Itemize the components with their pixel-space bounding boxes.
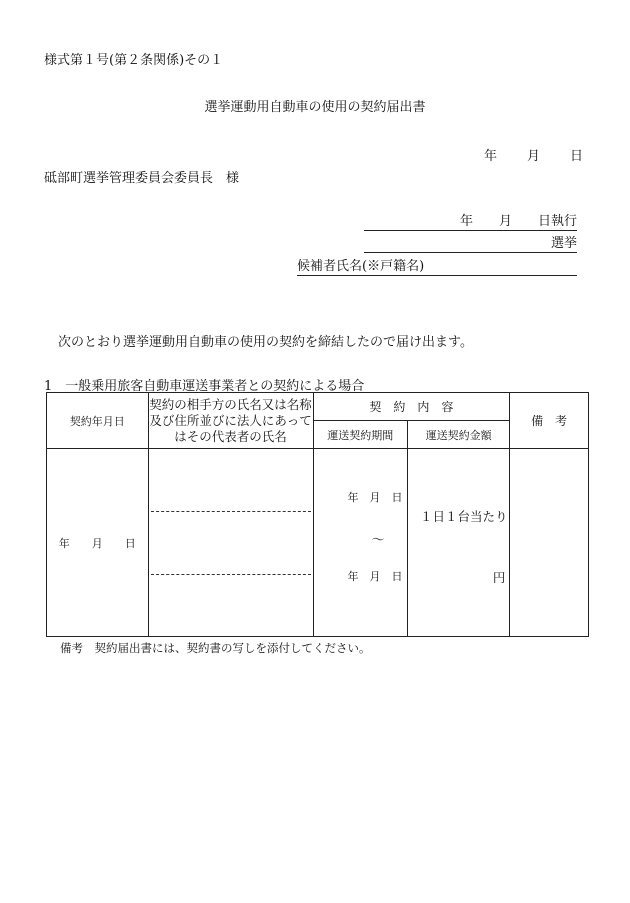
header-contents: 契 約 内 容 <box>313 393 510 421</box>
election-name-field <box>364 234 577 253</box>
addressee: 砥部町選挙管理委員会委員長 様 <box>44 171 240 186</box>
period-cell[interactable] <box>313 449 407 637</box>
party-divider-2 <box>151 574 311 575</box>
submission-year: 年 <box>484 149 498 164</box>
remark: 備考 契約届出書には、契約書の写しを添付してください。 <box>60 641 371 655</box>
election-date-label: 年 月 日執行 <box>459 214 577 229</box>
document-title: 選挙運動用自動車の使用の契約届出書 <box>204 100 426 115</box>
period-from: 年 月 日 <box>347 491 403 504</box>
candidate-name-label: 候補者氏名(※戸籍名) <box>297 259 425 274</box>
note-cell[interactable] <box>510 449 589 637</box>
election-name-label: 選挙 <box>550 236 577 251</box>
party-cell[interactable] <box>148 449 313 637</box>
candidate-name-field <box>297 257 577 276</box>
contract-table <box>46 392 589 637</box>
submission-month: 月 <box>527 149 541 164</box>
header-period: 運送契約期間 <box>313 421 407 449</box>
header-amount: 運送契約金額 <box>407 421 509 449</box>
section-heading: 1 一般乗用旅客自動車運送事業者との契約による場合 <box>44 379 365 394</box>
amount-unit: 円 <box>492 570 506 585</box>
period-to: 年 月 日 <box>347 570 403 583</box>
period-separator: ～ <box>371 533 385 548</box>
amount-rate: １日１台当たり <box>419 509 508 524</box>
election-date-field <box>364 212 577 231</box>
amount-cell[interactable] <box>407 449 509 637</box>
contract-date-text: 年 月 日 <box>58 536 136 550</box>
submission-date <box>484 145 583 164</box>
header-party: 契約の相手方の氏名又は名称及び住所並びに法人にあってはその代表者の氏名 <box>148 393 313 449</box>
form-number: 様式第１号(第２条関係)その１ <box>44 53 224 68</box>
submission-day: 日 <box>570 149 584 164</box>
party-divider-1 <box>151 511 311 512</box>
header-contract-date: 契約年月日 <box>47 393 149 449</box>
body-text: 次のとおり選挙運動用自動車の使用の契約を締結したので届け出ます。 <box>58 335 473 350</box>
header-note: 備 考 <box>510 393 589 449</box>
contract-date-cell[interactable] <box>47 449 149 637</box>
